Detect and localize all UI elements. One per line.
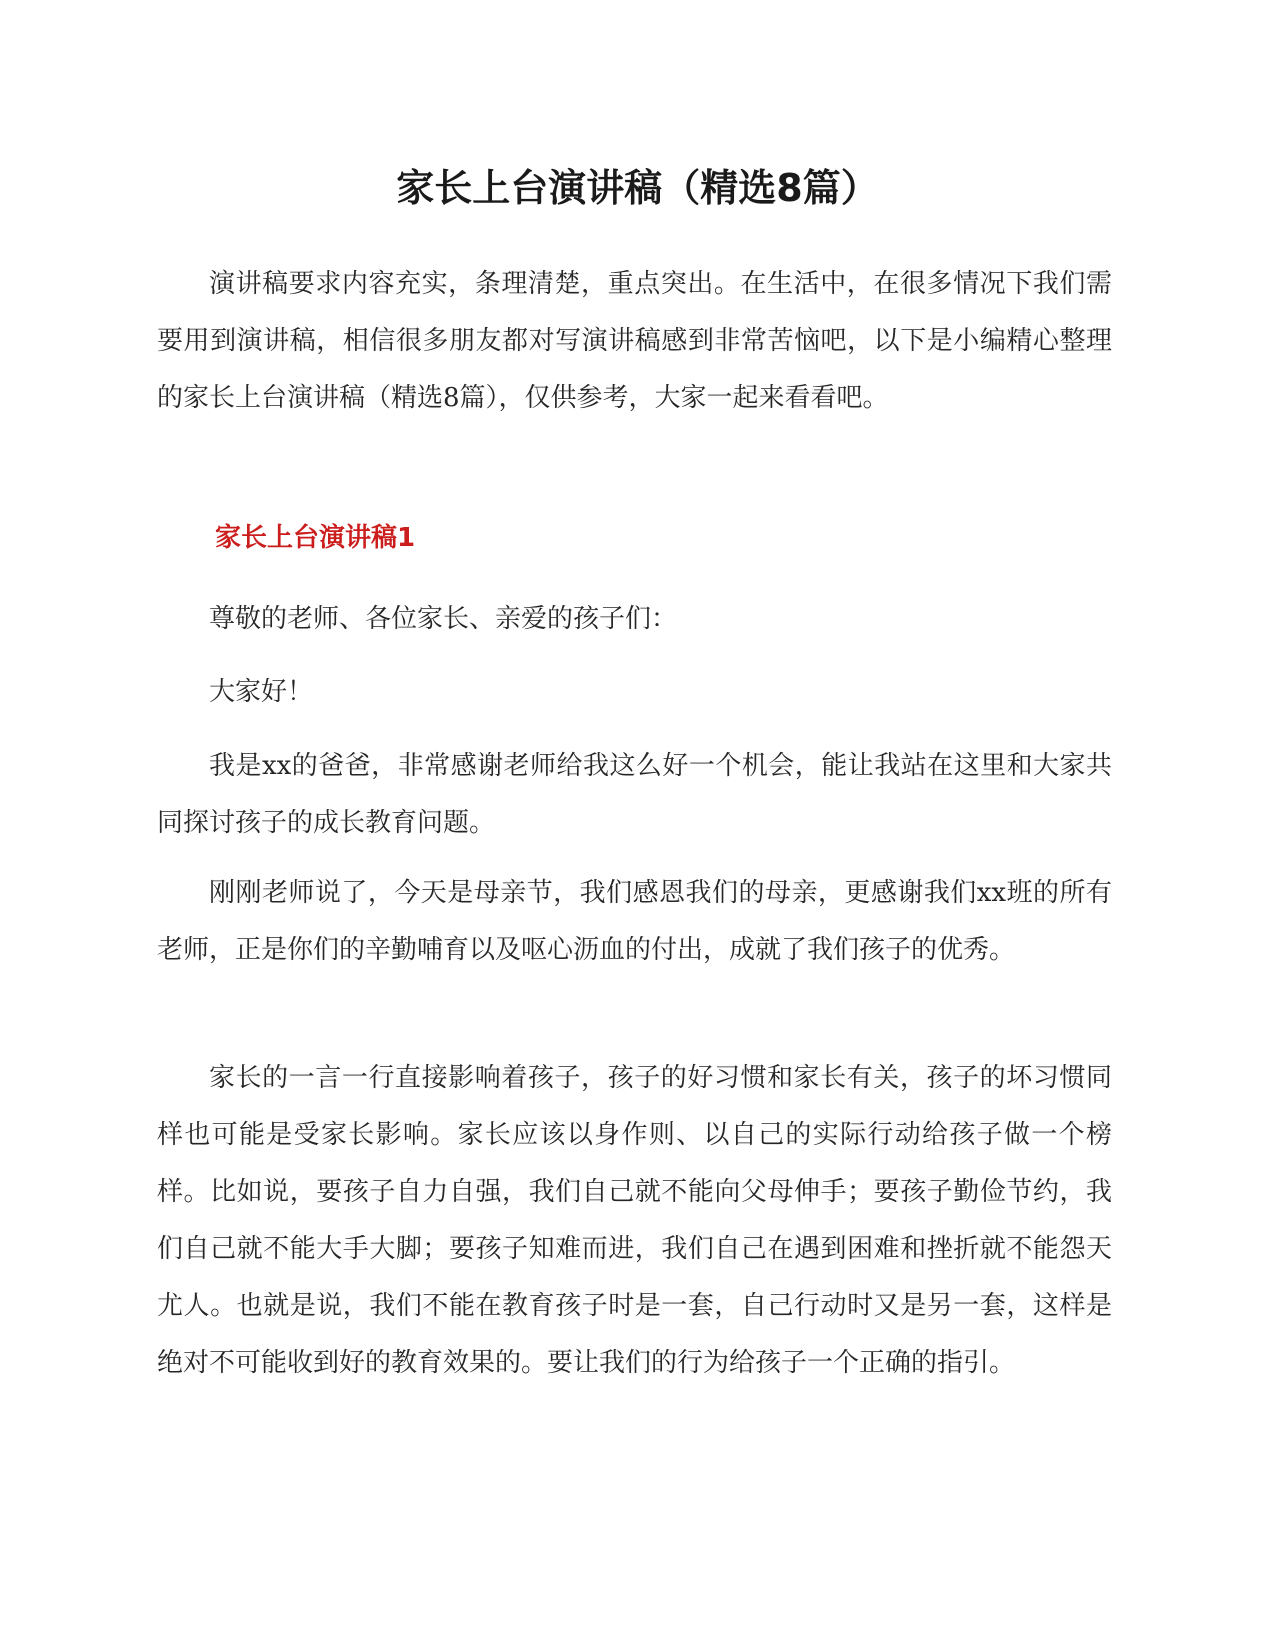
document-title: 家长上台演讲稿（精选8篇）: [396, 166, 879, 210]
hello-paragraph: 大家好！: [209, 677, 314, 707]
section-heading-1: 家长上台演讲稿1: [215, 523, 416, 553]
intro-paragraph: 演讲稿要求内容充实，条理清楚，重点突出。在生活中，在很多情况下我们需要用到演讲稿，相信很多朋友都对写演讲稿感到非常苦恼吧，以下是小编精心整理的家长上台演讲稿（精选8篇），仅供参考，大家一起来看看吧。: [157, 269, 1112, 413]
greeting-paragraph: 尊敬的老师、各位家长、亲爱的孩子们：: [209, 604, 678, 634]
self-intro-paragraph: 我是xx的爸爸，非常感谢老师给我这么好一个机会，能让我站在这里和大家共同探讨孩子的成长教育问题。: [157, 751, 1112, 838]
role-model-paragraph: 家长的一言一行直接影响着孩子，孩子的好习惯和家长有关，孩子的坏习惯同样也可能是受家长影响。家长应该以身作则、以自己的实际行动给孩子做一个榜样。比如说，要孩子自力自强，我们自己就不能向父母伸手；要孩子勤俭节约，我们自己就不能大手大脚；要孩子知难而进，我们自己在遇到困难和挫折就不能怨天尤人。也就是说，我们不能在教育孩子时是一套，自己行动时又是另一套，这样是绝对不可能收到好的教育效果的。要让我们的行为给孩子一个正确的指引。: [157, 1063, 1112, 1378]
mothers-day-paragraph: 刚刚老师说了，今天是母亲节，我们感恩我们的母亲，更感谢我们xx班的所有老师，正是你们的辛勤哺育以及呕心沥血的付出，成就了我们孩子的优秀。: [157, 878, 1112, 965]
